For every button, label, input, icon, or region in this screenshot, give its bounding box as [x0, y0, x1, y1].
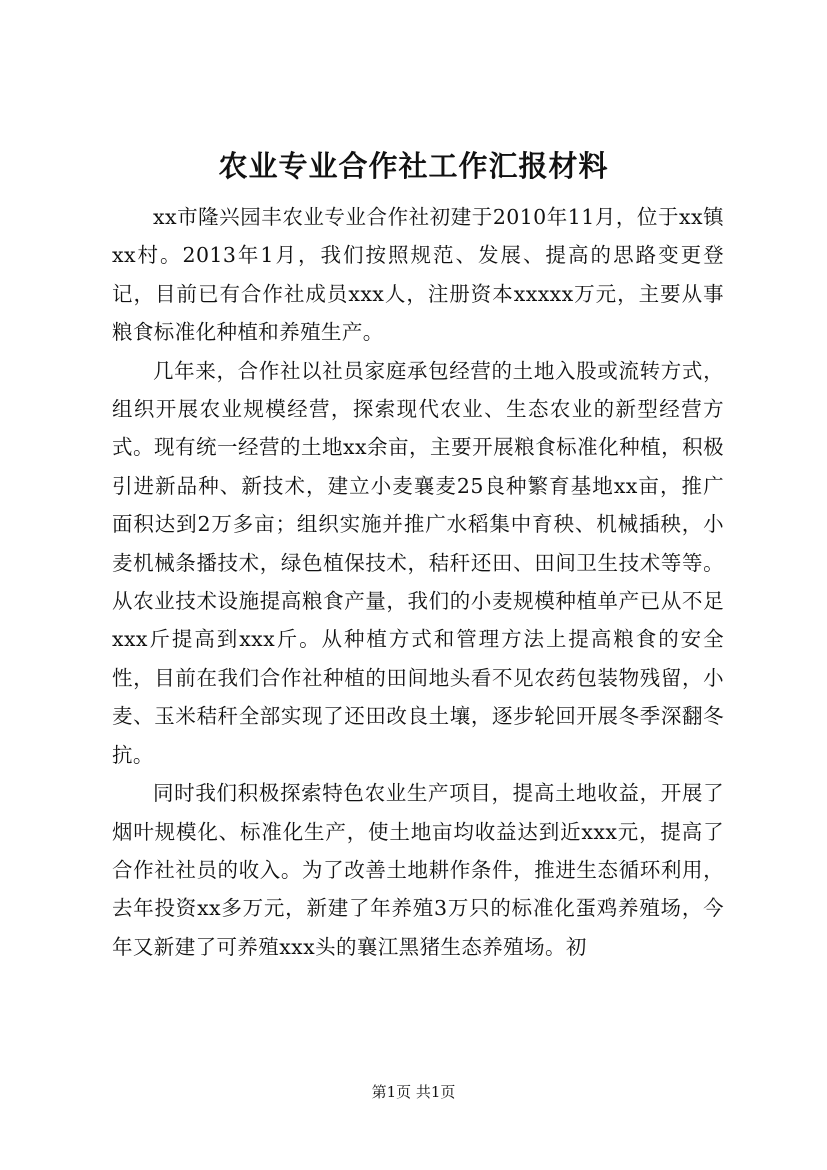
page-footer: 第1页 共1页 [371, 1083, 456, 1101]
paragraph-1: xx市隆兴园丰农业专业合作社初建于2010年11月，位于xx镇xx村。2013年1月，我们按照规范、发展、提高的思路变更登记，目前已有合作社成员xxx人，注册资本xxxxx万元，主要从事粮食标准化种植和养殖生产。 [112, 205, 724, 345]
paragraph-3: 同时我们积极探索特色农业生产项目，提高土地收益，开展了烟叶规模化、标准化生产，使土地亩均收益达到近xxx元，提高了合作社社员的收入。为了改善土地耕作条件，推进生态循环利用，去年投资xx多万元，新建了年养殖3万只的标准化蛋鸡养殖场，今年又新建了可养殖xxx头的襄江黑猪生态养殖场。初 [112, 781, 724, 959]
paragraph-2: 几年来，合作社以社员家庭承包经营的土地入股或流转方式，组织开展农业规模经营，探索现代农业、生态农业的新型经营方式。现有统一经营的土地xx余亩，主要开展粮食标准化种植，积极引进新品种、新技术，建立小麦襄麦25良种繁育基地xx亩，推广面积达到2万多亩；组织实施并推广水稻集中育秧、机械插秧，小麦机械条播技术，绿色植保技术，秸秆还田、田间卫生技术等等。从农业技术设施提高粮食产量，我们的小麦规模种植单产已从不足xxx斤提高到xxx斤。从种植方式和管理方法上提高粮食的安全性，目前在我们合作社种植的田间地头看不见农药包装物残留，小麦、玉米秸秆全部实现了还田改良土壤，逐步轮回开展冬季深翻冬抗。 [112, 358, 724, 767]
document-body [112, 198, 724, 966]
document-title: 农业专业合作社工作汇报材料 [218, 149, 609, 183]
